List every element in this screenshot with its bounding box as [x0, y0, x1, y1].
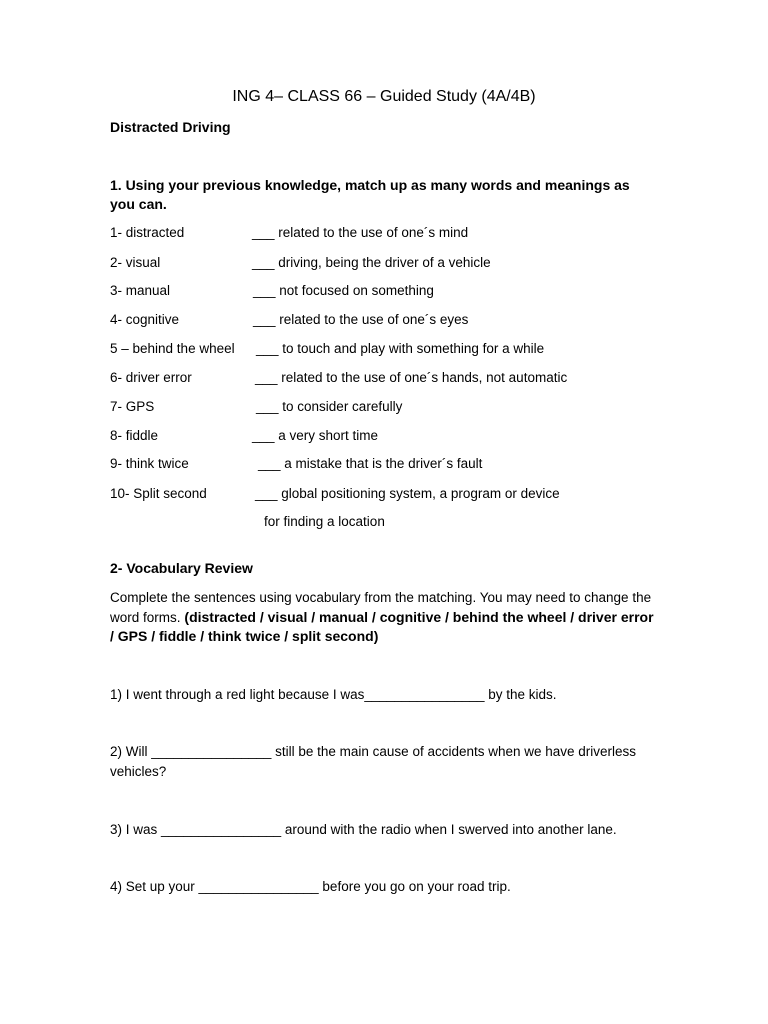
match-term: 1- distracted — [110, 225, 185, 240]
match-item — [110, 485, 670, 503]
match-term: 7- GPS — [110, 399, 155, 414]
match-meaning: ___ not focused on something — [253, 283, 434, 298]
match-term: 9- think twice — [110, 456, 189, 471]
match-term: 10- Split second — [110, 486, 207, 501]
match-item — [110, 311, 670, 329]
match-meaning: ___ a very short time — [252, 428, 379, 443]
match-meaning: ___ to touch and play with something for a while — [256, 341, 545, 356]
match-item — [110, 427, 670, 445]
document-subtitle: Distracted Driving — [110, 119, 231, 135]
match-meaning: ___ to consider carefully — [256, 399, 403, 414]
match-meaning: ___ driving, being the driver of a vehicle — [252, 255, 491, 270]
document-title: ING 4– CLASS 66 – Guided Study (4A/4B) — [232, 88, 536, 105]
match-meaning: ___ related to the use of one´s eyes — [253, 312, 469, 327]
instructions-text: Complete the sentences using vocabulary from the matching. You may need to change the word forms. — [110, 590, 652, 625]
fill-in-sentence: 1) I went through a red light because I was________________ by the kids. — [110, 687, 557, 702]
fill-in-sentence: 4) Set up your ________________ before you go on your road trip. — [110, 879, 511, 894]
match-term: 4- cognitive — [110, 312, 180, 327]
fill-in-sentence: 3) I was ________________ around with the radio when I swerved into another lane. — [110, 822, 617, 837]
match-term: 5 – behind the wheel — [110, 341, 235, 356]
match-term: 2- visual — [110, 255, 161, 270]
match-term: 6- driver error — [110, 370, 192, 385]
match-meaning: ___ global positioning system, a program or device — [255, 486, 560, 501]
match-item — [110, 254, 670, 272]
match-term: 3- manual — [110, 283, 171, 298]
match-term: 8- fiddle — [110, 428, 159, 443]
match-meaning: ___ related to the use of one´s mind — [252, 225, 469, 240]
match-meaning: ___ a mistake that is the driver´s fault — [258, 456, 483, 471]
match-meaning-continuation: for finding a location — [264, 514, 385, 529]
match-item — [110, 455, 670, 473]
section-1-heading: 1. Using your previous knowledge, match up as many words and meanings as you can. — [110, 177, 630, 212]
match-item — [110, 282, 670, 300]
match-item — [110, 224, 670, 242]
section-2-heading: 2- Vocabulary Review — [110, 560, 253, 576]
match-item — [110, 369, 670, 387]
match-meaning: ___ related to the use of one´s hands, not automatic — [255, 370, 568, 385]
word-bank: (distracted / visual / manual / cognitive / behind the wheel / driver error / GPS / fiddle / think twice / split second) — [110, 608, 654, 644]
fill-in-sentence: 2) Will ________________ still be the main cause of accidents when we have driverless vehicles? — [110, 744, 637, 779]
match-item — [110, 398, 670, 416]
section-2-instructions — [110, 588, 658, 647]
match-item — [110, 340, 670, 358]
